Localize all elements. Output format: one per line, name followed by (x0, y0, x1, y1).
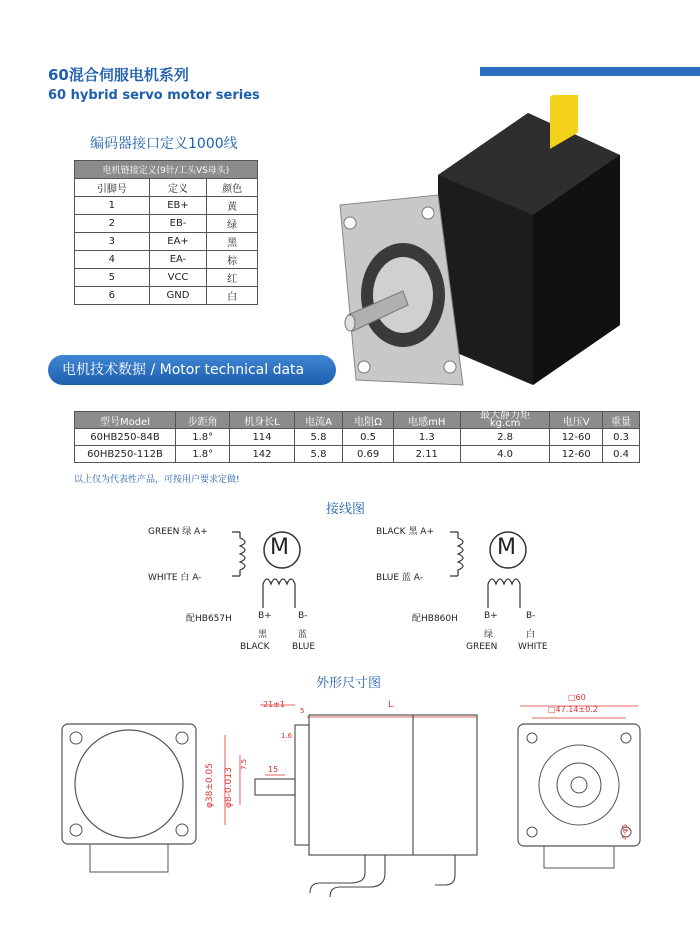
right-motor-letter: M (497, 535, 516, 560)
left-b-minus-en: BLUE (292, 642, 316, 652)
col-length: 机身长L (230, 412, 294, 429)
left-a-plus: GREEN 绿 A+ (148, 527, 208, 537)
cell: 0.5 (343, 429, 393, 446)
right-a-plus: BLACK 黑 A+ (376, 527, 434, 537)
left-b-plus-en: BLACK (240, 642, 270, 652)
cell: 黄 (207, 197, 258, 215)
cell: 12-60 (550, 446, 603, 463)
cell: 5 (75, 269, 150, 287)
right-driver: 配HB860H (412, 614, 458, 624)
left-b-plus: B+ (258, 611, 272, 621)
cell: 60HB250-112B (75, 446, 176, 463)
dim-phi8: φ8-0.013 (224, 767, 234, 808)
encoder-table (74, 160, 258, 305)
cell: 红 (207, 269, 258, 287)
tech-header-row (75, 412, 640, 429)
dim-5: 5 (300, 707, 305, 715)
table-row (75, 429, 640, 446)
coil-b (263, 579, 295, 608)
cell: 6 (75, 287, 150, 305)
table-row (75, 446, 640, 463)
table-row (75, 215, 258, 233)
mount-hole (70, 824, 82, 836)
cell: 1.8° (176, 429, 230, 446)
dim-15: 15 (268, 765, 279, 774)
coil-a (232, 532, 245, 576)
connector-box (90, 844, 168, 872)
coil-b (488, 579, 520, 608)
dim-47: □47.14±0.2 (548, 705, 598, 714)
cell: 0.4 (603, 446, 640, 463)
dim-1-6: 1.6 (281, 732, 293, 740)
coil-a (450, 532, 463, 576)
tech-table (74, 411, 640, 463)
right-b-minus: B- (526, 611, 536, 621)
cell: 0.3 (603, 429, 640, 446)
cell: 2.8 (460, 429, 549, 446)
cell: 1 (75, 197, 150, 215)
encoder-col-pin: 引脚号 (75, 179, 150, 197)
tech-section-label: 电机技术数据 / Motor technical data (48, 355, 336, 385)
body-circle (75, 730, 183, 838)
dim-7-5: 7.5 (240, 758, 248, 770)
front-view-right (512, 700, 647, 880)
cell: 5.8 (294, 429, 343, 446)
cell: 4.0 (460, 446, 549, 463)
cell: EB+ (149, 197, 207, 215)
right-b-plus-cn: 绿 (484, 630, 494, 640)
cell: 142 (230, 446, 294, 463)
left-b-minus-cn: 蓝 (298, 630, 308, 640)
motor-photo (328, 95, 628, 390)
cell: 绿 (207, 215, 258, 233)
cell: 12-60 (550, 429, 603, 446)
mount-hole (527, 827, 537, 837)
tech-note: 以上仅为代表性产品，可按用户要求定做! (74, 475, 240, 485)
encoder-col-color: 颜色 (207, 179, 258, 197)
col-current: 电流A (294, 412, 343, 429)
table-row (75, 269, 258, 287)
mount-hole (70, 732, 82, 744)
col-step-angle: 步距角 (176, 412, 230, 429)
cell: EA+ (149, 233, 207, 251)
cell: 114 (230, 429, 294, 446)
right-b-minus-en: WHITE (518, 642, 548, 652)
encoder-table-title: 电机链接定义(9针/工头VS母头) (75, 161, 258, 179)
mount-hole (422, 207, 434, 219)
left-b-plus-cn: 黑 (258, 630, 268, 640)
left-driver: 配HB657H (186, 614, 232, 624)
right-b-plus-en: GREEN (466, 642, 498, 652)
col-torque: 最大静力矩 kg.cm (460, 412, 549, 429)
dim-phi38: φ38±0.05 (205, 763, 215, 808)
left-a-minus: WHITE 白 A- (148, 573, 202, 583)
table-row (75, 197, 258, 215)
wiring-diagram-right (370, 518, 570, 658)
page-title-en: 60 hybrid servo motor series (48, 88, 260, 103)
cell: VCC (149, 269, 207, 287)
header-accent-bar (480, 67, 700, 76)
col-inductance: 电感mH (393, 412, 460, 429)
cell: 5.8 (294, 446, 343, 463)
cell: 3 (75, 233, 150, 251)
wiring-title: 接线图 (326, 502, 366, 517)
front-view-left (60, 722, 200, 877)
col-voltage: 电压V (550, 412, 603, 429)
cell: 1.3 (393, 429, 460, 446)
pilot-circle (539, 745, 619, 825)
shaft-tip (345, 315, 355, 331)
cell: 0.69 (343, 446, 393, 463)
cell: 白 (207, 287, 258, 305)
dim-4-phi5: 4-φ5 (621, 823, 629, 840)
flange-outline (62, 724, 196, 844)
mount-hole (444, 361, 456, 373)
col-resistance: 电阻Ω (343, 412, 393, 429)
cell: 棕 (207, 251, 258, 269)
mount-hole (527, 733, 537, 743)
right-b-plus: B+ (484, 611, 498, 621)
mount-hole (358, 361, 370, 373)
cell: EB- (149, 215, 207, 233)
cell: 黑 (207, 233, 258, 251)
table-row (75, 287, 258, 305)
col-model: 型号Model (75, 412, 176, 429)
right-a-minus: BLUE 蓝 A- (376, 573, 423, 583)
side-outline (255, 715, 477, 897)
side-view (215, 695, 495, 905)
left-b-minus: B- (298, 611, 308, 621)
dim-21: 21±1 (263, 700, 285, 709)
dim-60: □60 (568, 693, 586, 702)
right-b-minus-cn: 白 (526, 630, 536, 640)
dims-title: 外形尺寸图 (316, 676, 382, 691)
mount-hole (176, 824, 188, 836)
mount-hole (344, 217, 356, 229)
wiring-diagram-left (140, 518, 340, 658)
dim-L: L (388, 700, 394, 710)
mount-hole (176, 732, 188, 744)
cell: 2.11 (393, 446, 460, 463)
mount-hole (621, 733, 631, 743)
encoder-title: 编码器接口定义1000线 (90, 136, 238, 152)
cell: 60HB250-84B (75, 429, 176, 446)
cell: 2 (75, 215, 150, 233)
dim-lines (225, 705, 477, 825)
left-motor-letter: M (270, 535, 289, 560)
cell: 1.8° (176, 446, 230, 463)
boss-circle (557, 763, 601, 807)
encoder-col-def: 定义 (149, 179, 207, 197)
cell: 4 (75, 251, 150, 269)
cell: EA- (149, 251, 207, 269)
shaft-circle (571, 777, 587, 793)
connector-box (544, 846, 614, 868)
cell: GND (149, 287, 207, 305)
table-row (75, 233, 258, 251)
table-row (75, 251, 258, 269)
page-title-cn: 60混合伺服电机系列 (48, 66, 189, 84)
col-weight: 重量 (603, 412, 640, 429)
